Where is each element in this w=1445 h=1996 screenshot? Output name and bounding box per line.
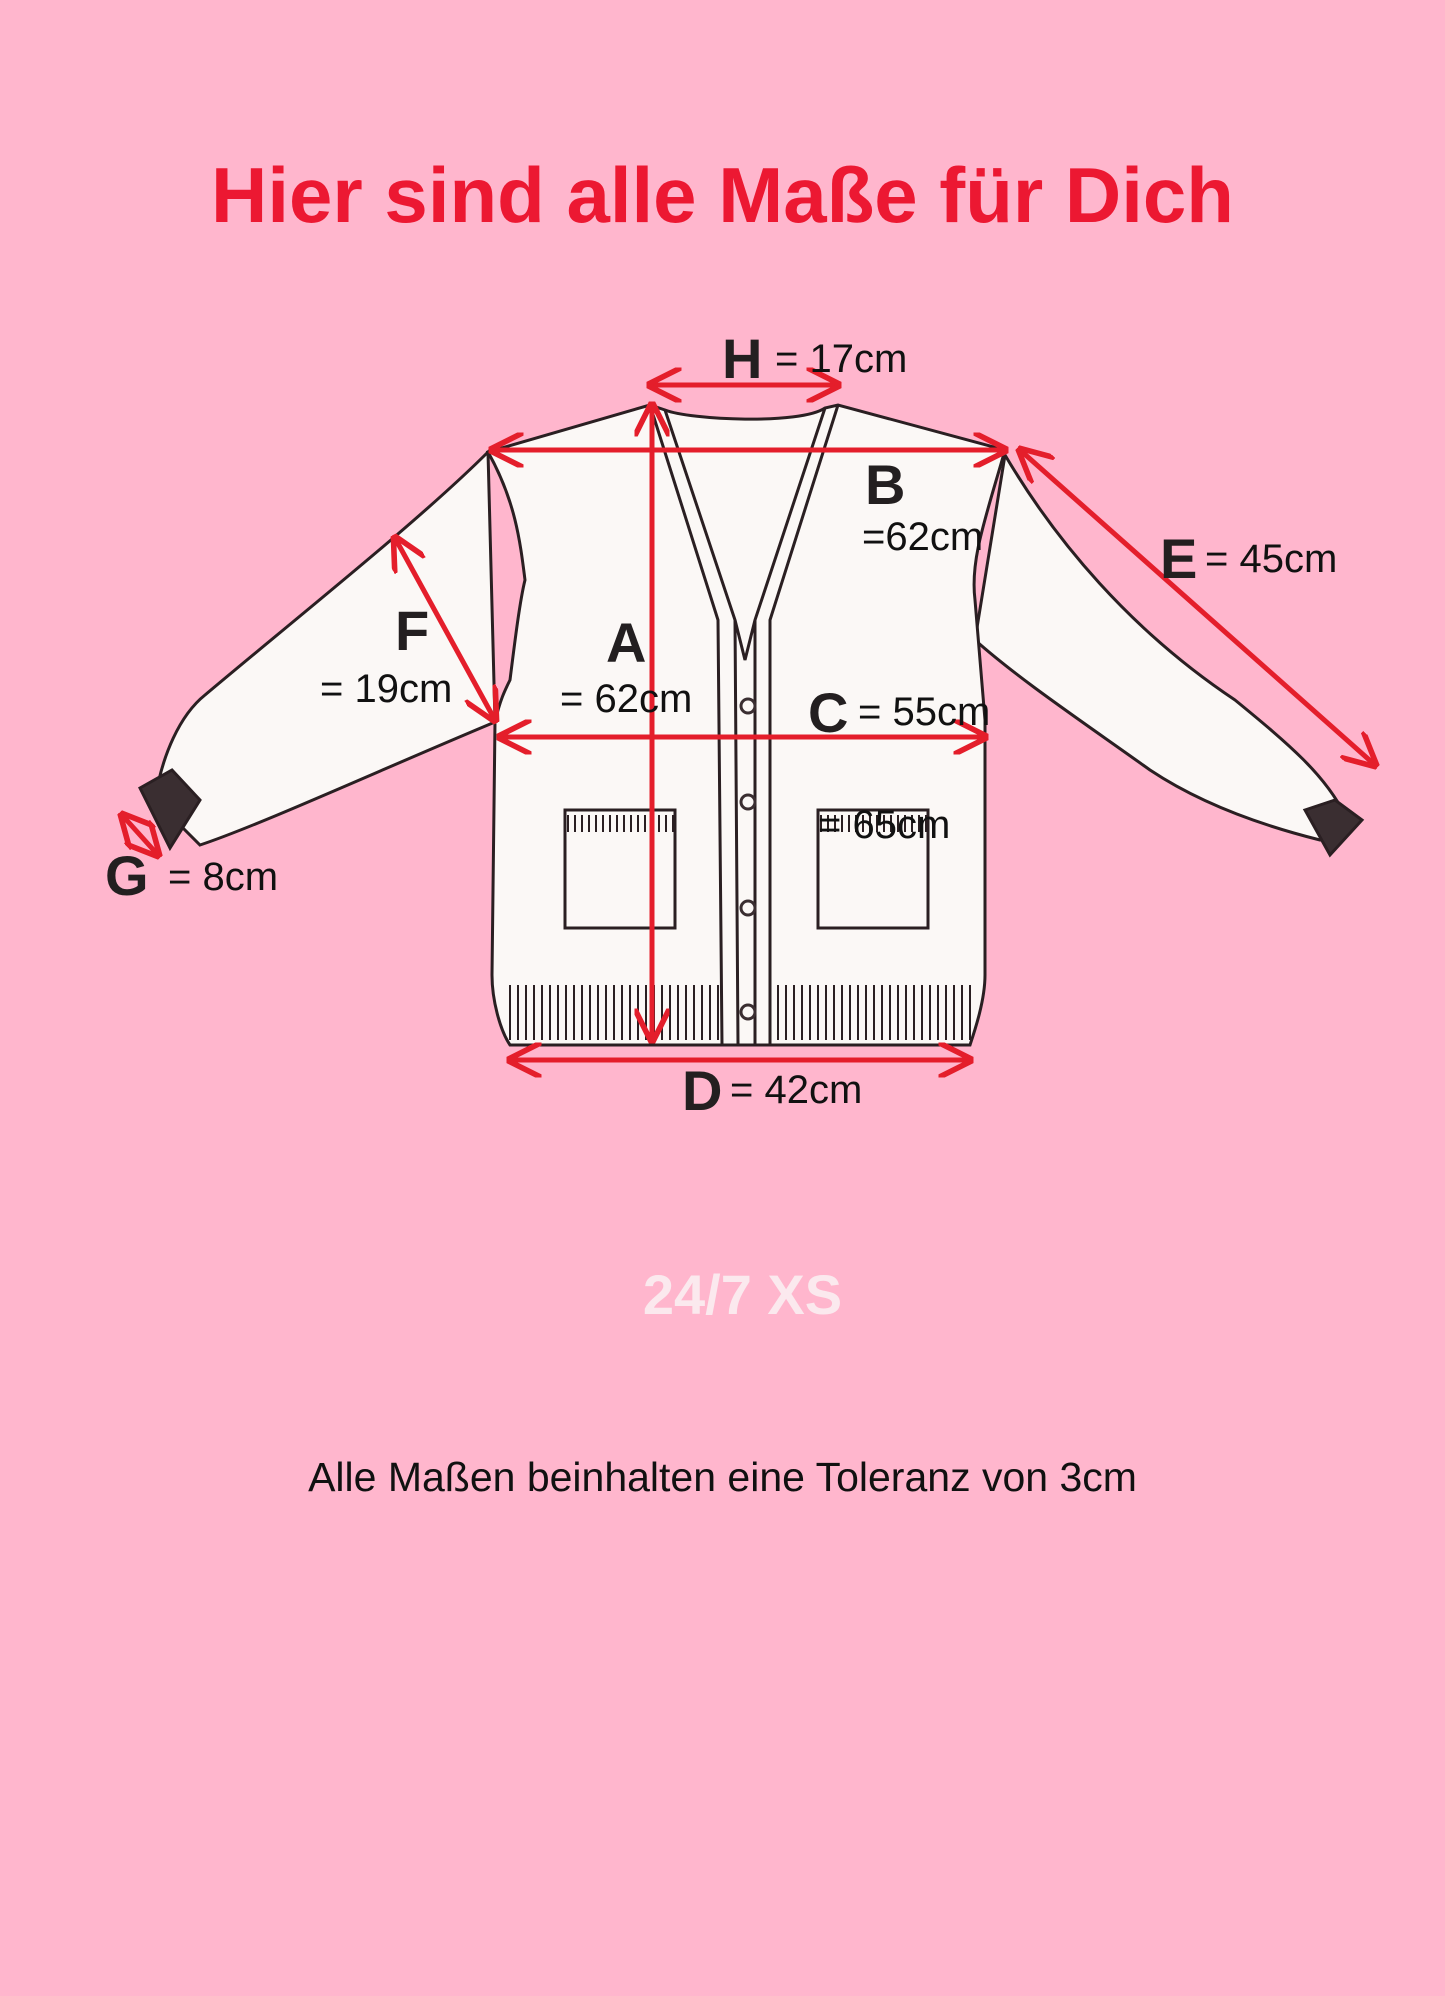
right-sleeve bbox=[975, 455, 1345, 840]
label-c-letter: C bbox=[808, 681, 849, 744]
label-f-letter: F bbox=[395, 599, 430, 662]
label-b-value: =62cm bbox=[862, 515, 984, 559]
cardigan-illustration bbox=[140, 405, 1362, 1045]
label-g-letter: G bbox=[105, 844, 149, 907]
tolerance-note: Alle Maßen beinhalten eine Toleranz von 3cm bbox=[308, 1454, 1137, 1500]
label-f-value: = 19cm bbox=[320, 667, 453, 711]
label-a-value: = 62cm bbox=[560, 677, 693, 721]
right-cuff bbox=[1305, 800, 1362, 855]
page-title: Hier sind alle Maße für Dich bbox=[211, 151, 1234, 239]
button-1 bbox=[741, 699, 755, 713]
label-d-letter: D bbox=[682, 1059, 723, 1122]
label-e-value: = 45cm bbox=[1205, 537, 1338, 581]
button-2 bbox=[741, 795, 755, 809]
button-4 bbox=[741, 1005, 755, 1019]
label-b-letter: B bbox=[865, 453, 906, 516]
left-sleeve bbox=[155, 452, 495, 845]
size-label: 24/7 XS bbox=[642, 1263, 843, 1326]
label-c-value: = 55cm bbox=[858, 690, 991, 734]
label-h-letter: H bbox=[722, 327, 763, 390]
overlay-measurement: = 65cm bbox=[818, 803, 951, 847]
label-a-letter: A bbox=[606, 611, 647, 674]
label-h-value: = 17cm bbox=[775, 337, 908, 381]
label-e-letter: E bbox=[1160, 527, 1198, 590]
label-d-value: = 42cm bbox=[730, 1068, 863, 1112]
button-3 bbox=[741, 901, 755, 915]
label-g-value: = 8cm bbox=[168, 855, 279, 899]
